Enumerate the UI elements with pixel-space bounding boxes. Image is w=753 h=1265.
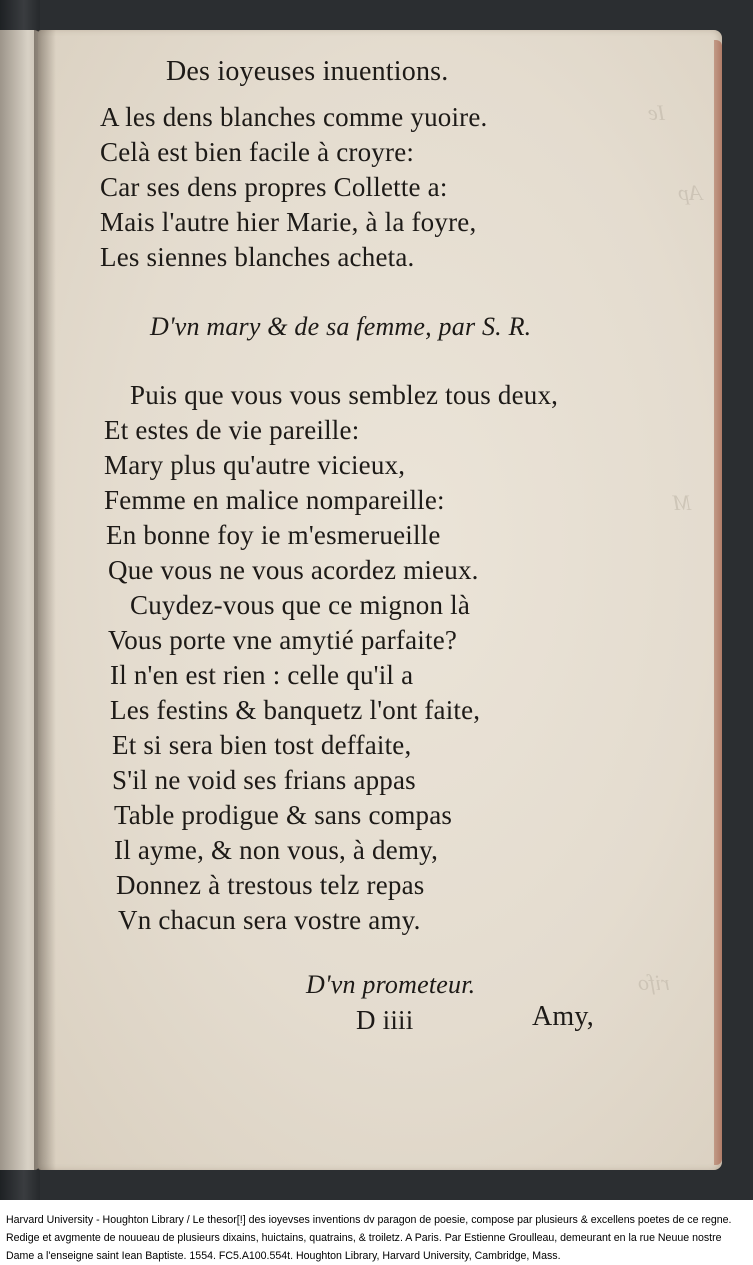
- verse-line: Celà est bien facile à croyre:: [100, 137, 415, 167]
- verse-line: Table prodigue & sans compas: [114, 800, 453, 830]
- image-caption: Harvard University - Houghton Library / Le thesor[!] des ioyevses inventions dv paragon de poesie, compose par plusieurs & excellens poetes de ce regne. Redige et avgmente de nouueau de plusieurs dixains, huictains, quatrains, & troiletz. A Paris. Par Estienne Groulleau, demeurant en la rue Neuue nostre Dame a l'enseigne saint Iean Baptiste. 1554. FC5.A100.554t. Houghton Library, Harvard University, Cambridge, Mass.: [6, 1214, 732, 1262]
- verse-line: S'il ne void ses frians appas: [112, 765, 416, 795]
- show-through: Ie: [648, 100, 666, 125]
- verse-line: Vous porte vne amytié parfaite?: [108, 625, 458, 655]
- show-through: Ap: [678, 180, 703, 205]
- page-fore-edge: [714, 40, 722, 1165]
- verse-line: Mais l'autre hier Marie, à la foyre,: [100, 207, 477, 237]
- verse-line: Il n'en est rien : celle qu'il a: [110, 660, 414, 690]
- gutter-shadow: [34, 30, 56, 1170]
- verse-line: Puis que vous vous semblez tous deux,: [130, 380, 559, 410]
- verse-line: Mary plus qu'autre vicieux,: [104, 450, 406, 480]
- verse-line: Les festins & banquetz l'ont faite,: [110, 695, 481, 725]
- show-through: rifo: [638, 970, 670, 995]
- verse-line: Il ayme, & non vous, à demy,: [114, 835, 439, 865]
- verse-line: Car ses dens propres Collette a:: [100, 172, 448, 202]
- verse-line: Donnez à trestous telz repas: [116, 870, 425, 900]
- verse-line: Cuydez-vous que ce mignon là: [130, 590, 471, 620]
- verse-line: Et estes de vie pareille:: [104, 415, 360, 445]
- section-heading: D'vn mary & de sa femme, par S. R.: [150, 312, 532, 341]
- verse-line: Les siennes blanches acheta.: [100, 242, 415, 272]
- verse-line: Femme en malice nompareille:: [104, 485, 445, 515]
- verse-line: En bonne foy ie m'esmerueille: [106, 520, 441, 550]
- verse-line: A les dens blanches comme yuoire.: [100, 102, 488, 132]
- signature-mark: D iiii: [356, 1005, 414, 1035]
- verse-line: Vn chacun sera vostre amy.: [118, 905, 421, 935]
- book-page: [38, 30, 722, 1170]
- verse-line: Et si sera bien tost deffaite,: [112, 730, 412, 760]
- show-through: M: [673, 490, 692, 515]
- catchword: Amy,: [532, 1001, 594, 1032]
- section-heading: D'vn prometeur.: [306, 970, 476, 999]
- running-head: Des ioyeuses inuentions.: [166, 56, 449, 87]
- verse-line: Que vous ne vous acordez mieux.: [108, 555, 479, 585]
